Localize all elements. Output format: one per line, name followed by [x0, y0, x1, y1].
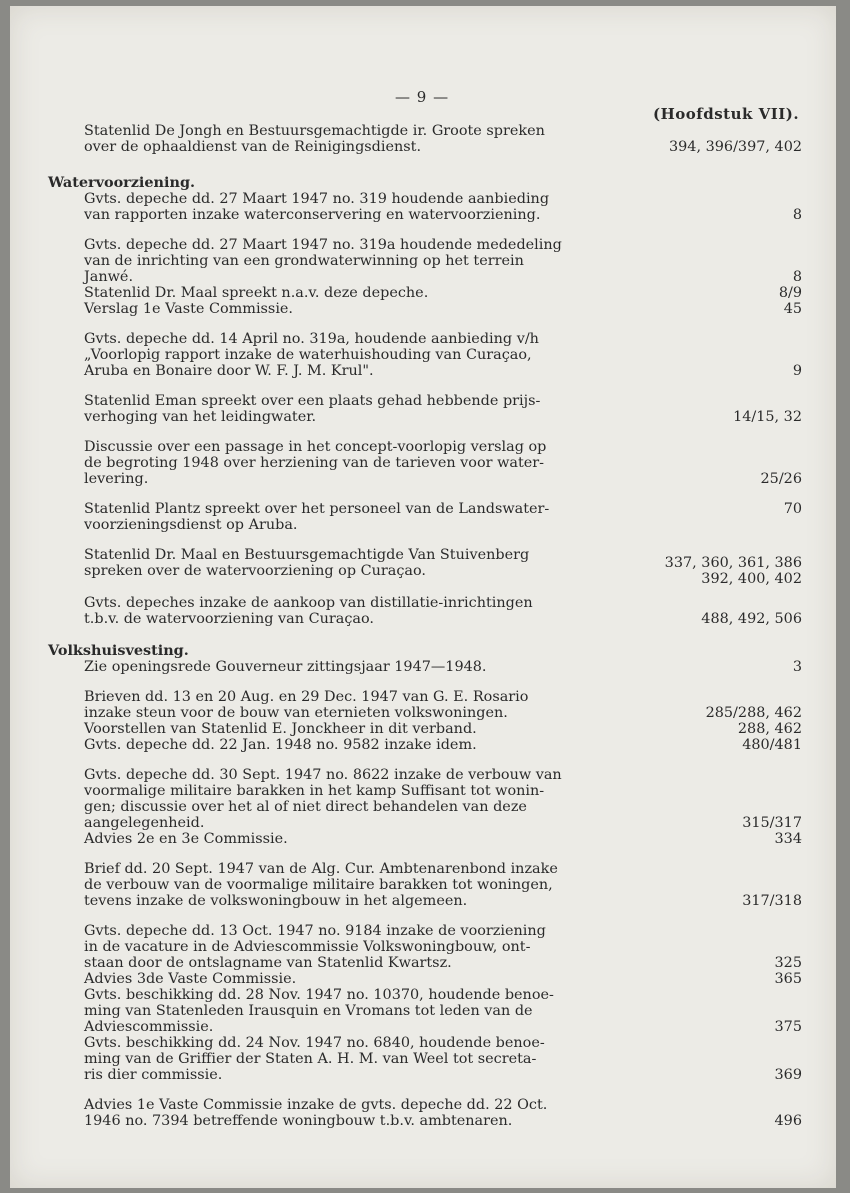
- entry-text: Statenlid Dr. Maal spreekt n.a.v. deze depeche.: [84, 285, 429, 301]
- index-entry: [46, 393, 806, 425]
- section-heading-volkshuisvesting: Volkshuisvesting.: [48, 642, 189, 659]
- entry-text: Gvts. depeche dd. 27 Maart 1947 no. 319a houdende mededeling van de inrichting van een grondwaterwinning op het terrein Janwé.: [84, 237, 562, 285]
- index-entry: [46, 721, 806, 737]
- entry-page-ref: 8/9: [778, 285, 802, 301]
- entry-text: Advies 2e en 3e Commissie.: [84, 831, 288, 847]
- entry-page-ref: 480/481: [742, 737, 802, 753]
- entry-page-ref: 496: [774, 1113, 802, 1129]
- entry-text: Gvts. depeches inzake de aankoop van distillatie-inrichtingen t.b.v. de watervoorziening van Curaçao.: [84, 595, 533, 627]
- entry-text: Statenlid Dr. Maal en Bestuursgemachtigde Van Stuivenberg spreken over de watervoorziening op Curaçao.: [84, 547, 530, 579]
- index-entry: [46, 191, 806, 223]
- index-entry: [46, 1097, 806, 1129]
- index-content: [46, 123, 806, 1129]
- index-entry: [46, 689, 806, 721]
- index-entry: [46, 301, 806, 317]
- entry-text: Statenlid De Jongh en Bestuursgemachtigde ir. Groote spreken over de ophaaldienst van de Reinigingsdienst.: [84, 123, 545, 155]
- entry-text: Gvts. depeche dd. 30 Sept. 1947 no. 8622 inzake de verbouw van voormalige militaire barakken in het kamp Suffisant tot wonin- gen; discussie over het al of niet direct behandelen van deze aangelegenheid.: [84, 767, 562, 831]
- entry-text: Advies 3de Vaste Commissie.: [84, 971, 297, 987]
- entry-page-ref: 488, 492, 506: [701, 611, 802, 627]
- document-page: [10, 6, 836, 1188]
- index-entry: [46, 923, 806, 971]
- entry-text: Statenlid Eman spreekt over een plaats gehad hebbende prijs- verhoging van het leidingwater.: [84, 393, 541, 425]
- index-entry: [46, 1035, 806, 1083]
- entry-text: Gvts. depeche dd. 14 April no. 319a, houdende aanbieding v/h „Voorlopig rapport inzake de waterhuishouding van Curaçao, Aruba en Bonaire door W. F. J. M. Krul".: [84, 331, 539, 379]
- entry-text: Gvts. depeche dd. 22 Jan. 1948 no. 9582 inzake idem.: [84, 737, 477, 753]
- index-entry: [46, 237, 806, 285]
- index-entry: [46, 501, 806, 533]
- index-entry: [46, 331, 806, 379]
- index-entry: [46, 123, 806, 155]
- entry-text: Brieven dd. 13 en 20 Aug. en 29 Dec. 1947 van G. E. Rosario inzake steun voor de bouw van eternieten volkswoningen.: [84, 689, 529, 721]
- entry-text: Discussie over een passage in het concept-voorlopig verslag op de begroting 1948 over herziening van de tarieven voor water- levering.: [84, 439, 547, 487]
- entry-page-ref: 394, 396/397, 402: [668, 139, 802, 155]
- entry-text: Gvts. beschikking dd. 28 Nov. 1947 no. 10370, houdende benoe- ming van Statenleden Irausquin en Vromans tot leden van de Adviescommissie.: [84, 987, 554, 1035]
- entry-page-ref: 14/15, 32: [733, 409, 802, 425]
- entry-text: Verslag 1e Vaste Commissie.: [84, 301, 294, 317]
- index-entry: [46, 547, 806, 587]
- entry-text: Gvts. beschikking dd. 24 Nov. 1947 no. 6840, houdende benoe- ming van de Griffier der Staten A. H. M. van Weel tot secreta- ris dier commissie.: [84, 1035, 545, 1083]
- entry-page-ref: 317/318: [742, 893, 802, 909]
- entry-text: Gvts. depeche dd. 27 Maart 1947 no. 319 houdende aanbieding van rapporten inzake waterconservering en watervoorziening.: [84, 191, 550, 223]
- index-entry: [46, 659, 806, 675]
- entry-page-ref: 8: [792, 207, 802, 223]
- entry-page-ref: 315/317: [742, 815, 802, 831]
- entry-text: Voorstellen van Statenlid E. Jonckheer in dit verband.: [84, 721, 477, 737]
- index-entry: [46, 767, 806, 831]
- entry-text: Statenlid Plantz spreekt over het personeel van de Landswater- voorzieningsdienst op Aruba.: [84, 501, 550, 533]
- entry-page-ref: 325: [774, 955, 802, 971]
- chapter-label: (Hoofdstuk VII).: [653, 105, 800, 123]
- entry-page-ref: 337, 360, 361, 386 392, 400, 402: [664, 555, 802, 587]
- entry-text: Brief dd. 20 Sept. 1947 van de Alg. Cur. Ambtenarenbond inzake de verbouw van de voormalige militaire barakken tot woningen, tevens inzake de volkswoningbouw in het algemeen.: [84, 861, 558, 909]
- page-number: — 9 —: [395, 88, 450, 106]
- entry-page-ref: 285/288, 462: [705, 705, 802, 721]
- index-entry: [46, 987, 806, 1035]
- entry-page-ref: 365: [774, 971, 802, 987]
- index-entry: [46, 861, 806, 909]
- section-heading-watervoorziening: Watervoorziening.: [48, 174, 196, 191]
- index-entry: [46, 737, 806, 753]
- entry-page-ref: 375: [774, 1019, 802, 1035]
- entry-page-ref: 9: [792, 363, 802, 379]
- entry-page-ref: 288, 462: [737, 721, 802, 737]
- entry-page-ref: 3: [792, 659, 802, 675]
- entry-page-ref: 334: [774, 831, 802, 847]
- entry-page-ref: 25/26: [760, 471, 802, 487]
- entry-text: Zie openingsrede Gouverneur zittingsjaar 1947—1948.: [84, 659, 487, 675]
- index-entry: [46, 595, 806, 627]
- entry-page-ref: 369: [774, 1067, 802, 1083]
- entry-text: Gvts. depeche dd. 13 Oct. 1947 no. 9184 inzake de voorziening in de vacature in de Adviescommissie Volkswoningbouw, ont- staan door de ontslagname van Statenlid Kwartsz.: [84, 923, 546, 971]
- index-entry: [46, 439, 806, 487]
- index-entry: [46, 971, 806, 987]
- entry-page-ref: 70: [783, 501, 802, 517]
- index-entry: [46, 285, 806, 301]
- index-entry: [46, 831, 806, 847]
- entry-page-ref: 8: [792, 269, 802, 285]
- entry-page-ref: 45: [783, 301, 802, 317]
- entry-text: Advies 1e Vaste Commissie inzake de gvts. depeche dd. 22 Oct. 1946 no. 7394 betreffende woningbouw t.b.v. ambtenaren.: [84, 1097, 548, 1129]
